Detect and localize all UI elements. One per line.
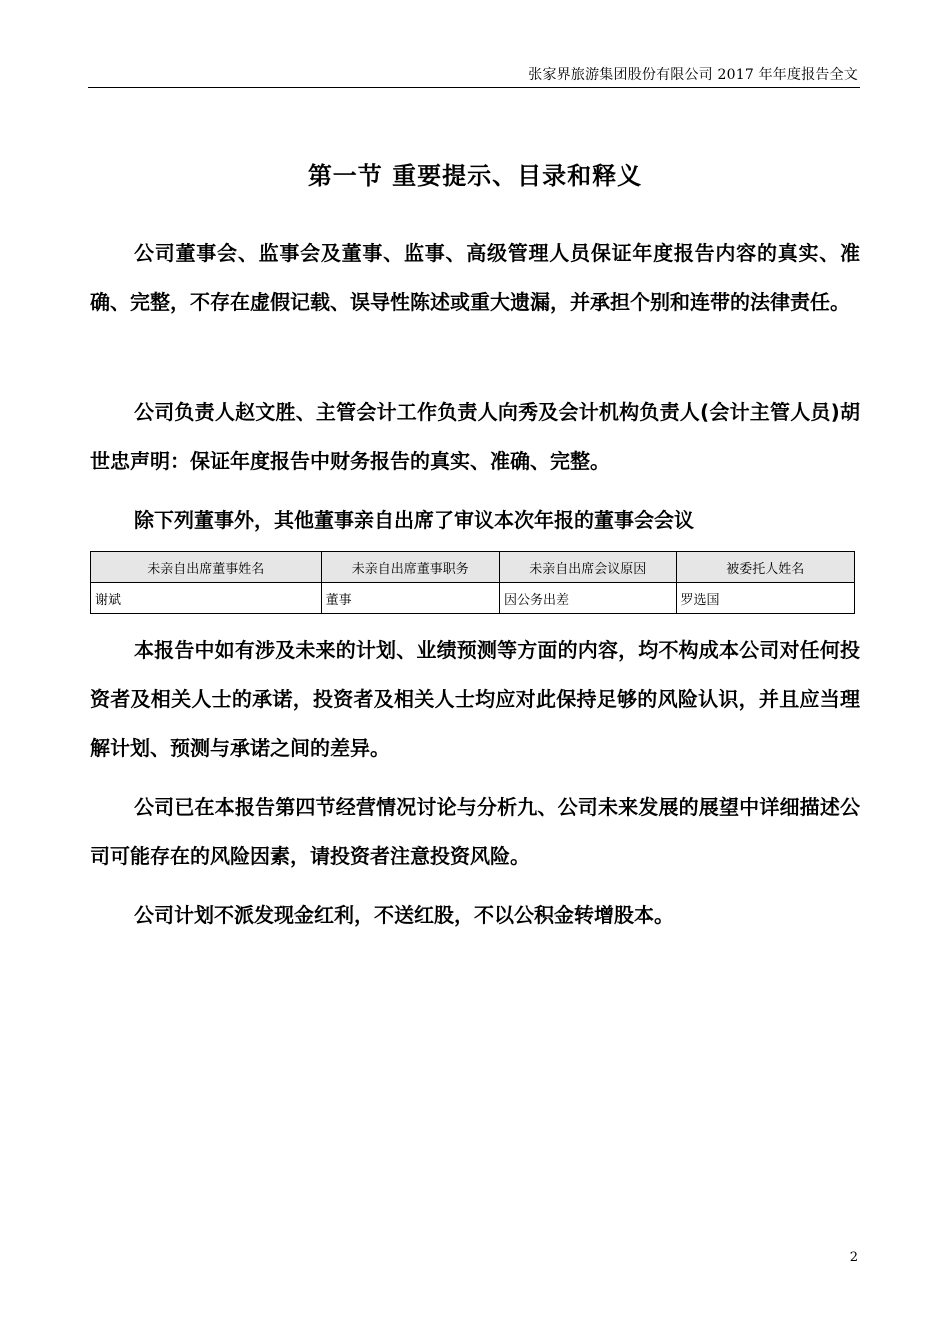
table-header-cell: 未亲自出席董事职务 bbox=[321, 552, 499, 583]
absent-directors-table bbox=[90, 551, 855, 614]
table-header-cell: 被委托人姓名 bbox=[676, 552, 854, 583]
section-title: 第一节 重要提示、目录和释义 bbox=[307, 162, 643, 190]
paragraph-board-guarantee: 公司董事会、监事会及董事、监事、高级管理人员保证年度报告内容的真实、准确、完整，不存在虚假记载、误导性陈述或重大遗漏，并承担个别和连带的法律责任。 bbox=[90, 241, 860, 314]
table-header-row bbox=[91, 552, 855, 583]
table-cell-absence-reason: 因公务出差 bbox=[500, 583, 677, 614]
paragraph-dividend-plan: 公司计划不派发现金红利，不送红股，不以公积金转增股本。 bbox=[134, 903, 674, 927]
table-row bbox=[91, 583, 855, 614]
paragraph-risk-factors: 公司已在本报告第四节经营情况讨论与分析九、公司未来发展的展望中详细描述公司可能存在的风险因素，请投资者注意投资风险。 bbox=[90, 795, 860, 868]
paragraph-officer-statement: 公司负责人赵文胜、主管会计工作负责人向秀及会计机构负责人(会计主管人员)胡世忠声明：保证年度报告中财务报告的真实、准确、完整。 bbox=[90, 400, 860, 473]
page-number: 2 bbox=[849, 1250, 858, 1265]
header-divider bbox=[88, 87, 860, 88]
running-header: 张家界旅游集团股份有限公司 2017 年年度报告全文 bbox=[528, 67, 858, 83]
table-cell-director-name: 谢斌 bbox=[91, 583, 322, 614]
table-header-cell: 未亲自出席董事姓名 bbox=[91, 552, 322, 583]
table-cell-proxy-name: 罗选国 bbox=[676, 583, 854, 614]
table-cell-director-position: 董事 bbox=[321, 583, 499, 614]
table-header-cell: 未亲自出席会议原因 bbox=[500, 552, 677, 583]
paragraph-forward-looking-disclaimer: 本报告中如有涉及未来的计划、业绩预测等方面的内容，均不构成本公司对任何投资者及相关人士的承诺，投资者及相关人士均应对此保持足够的风险认识，并且应当理解计划、预测与承诺之间的差异。 bbox=[90, 638, 860, 760]
paragraph-absent-directors-intro: 除下列董事外，其他董事亲自出席了审议本次年报的董事会会议 bbox=[134, 508, 694, 532]
